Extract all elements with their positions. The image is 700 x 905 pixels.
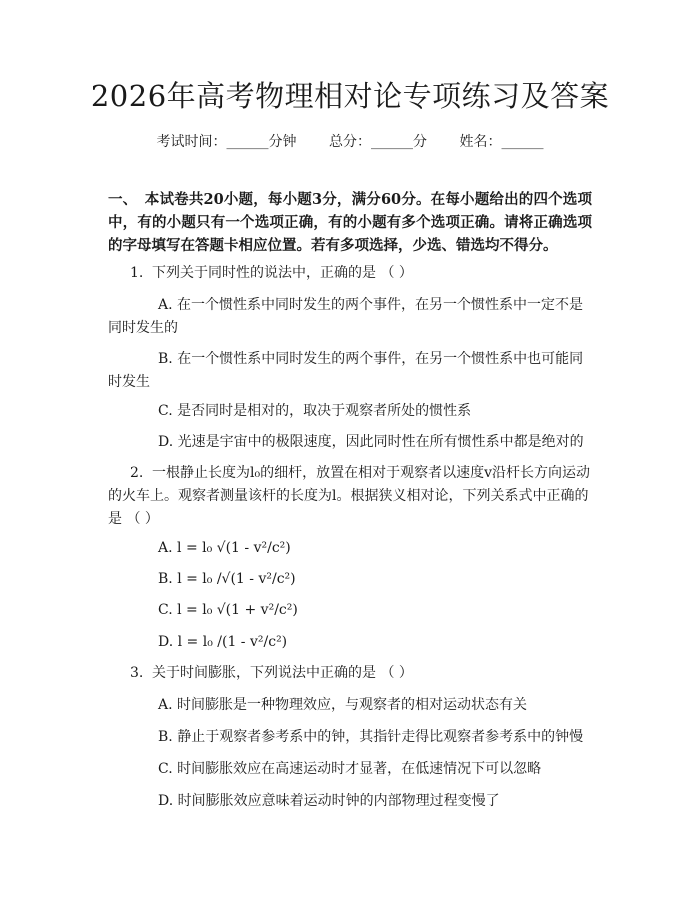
option-text: B. l = l₀ /√(1 - v²/c²) [158, 571, 296, 587]
question-1-option-b [108, 348, 592, 394]
question-3-stem [108, 662, 592, 685]
question-text: 关于时间膨胀，下列说法中正确的是 （ ） [152, 665, 413, 681]
exam-time-field: 考试时间：______分钟 [156, 134, 297, 150]
question-text: 一根静止长度为l₀的细杆，放置在相对于观察者以速度v沿杆长方向运动的火车上。观察者测量该杆的长度为l。根据狭义相对论，下列关系式中正确的是 （ ） [108, 465, 590, 527]
exam-meta [0, 132, 700, 152]
option-text: C. 是否同时是相对的，取决于观察者所处的惯性系 [158, 403, 472, 419]
option-text: D. 光速是宇宙中的极限速度，因此同时性在所有惯性系中都是绝对的 [158, 434, 584, 450]
option-text: C. l = l₀ √(1 + v²/c²) [158, 602, 298, 618]
page-title: 2026年高考物理相对论专项练习及答案 [90, 79, 610, 113]
option-text: A. 在一个惯性系中同时发生的两个事件，在另一个惯性系中一定不是同时发生的 [108, 297, 584, 336]
total-score-field: 总分：______分 [329, 134, 427, 150]
question-2-option-b [108, 568, 592, 591]
option-text: B. 在一个惯性系中同时发生的两个事件，在另一个惯性系中也可能同时发生 [108, 351, 584, 390]
question-number: 2. [130, 465, 144, 481]
question-3-option-b [108, 726, 592, 749]
question-number: 3. [130, 665, 144, 681]
option-text: D. l = l₀ /(1 - v²/c²) [158, 634, 288, 650]
question-1-option-c [108, 400, 592, 423]
option-text: D. 时间膨胀效应意味着运动时钟的内部物理过程变慢了 [158, 793, 500, 809]
question-2-option-c [108, 599, 592, 622]
question-2-option-d [108, 631, 592, 654]
question-3-option-d [108, 790, 592, 813]
question-number: 1. [130, 265, 144, 281]
question-1-option-d [108, 431, 592, 454]
question-text: 下列关于同时性的说法中，正确的是 （ ） [152, 265, 413, 281]
question-3-option-c [108, 758, 592, 781]
question-1-option-a [108, 294, 592, 340]
question-2-option-a [108, 537, 592, 560]
option-text: A. l = l₀ √(1 - v²/c²) [158, 540, 291, 556]
question-1-stem [108, 262, 592, 285]
question-2-stem [108, 462, 592, 531]
question-3-option-a [108, 694, 592, 717]
name-field: 姓名：______ [459, 134, 544, 150]
option-text: B. 静止于观察者参考系中的钟，其指针走得比观察者参考系中的钟慢 [158, 729, 584, 745]
option-text: C. 时间膨胀效应在高速运动时才显著，在低速情况下可以忽略 [158, 761, 542, 777]
section-instructions: 一、 本试卷共20小题，每小题3分，满分60分。在每小题给出的四个选项中，有的小题只有一个选项正确，有的小题有多个选项正确。请将正确选项的字母填写在答题卡相应位置。若有多项选择，少选、错选均不得分。 [108, 191, 592, 254]
option-text: A. 时间膨胀是一种物理效应，与观察者的相对运动状态有关 [158, 697, 528, 713]
